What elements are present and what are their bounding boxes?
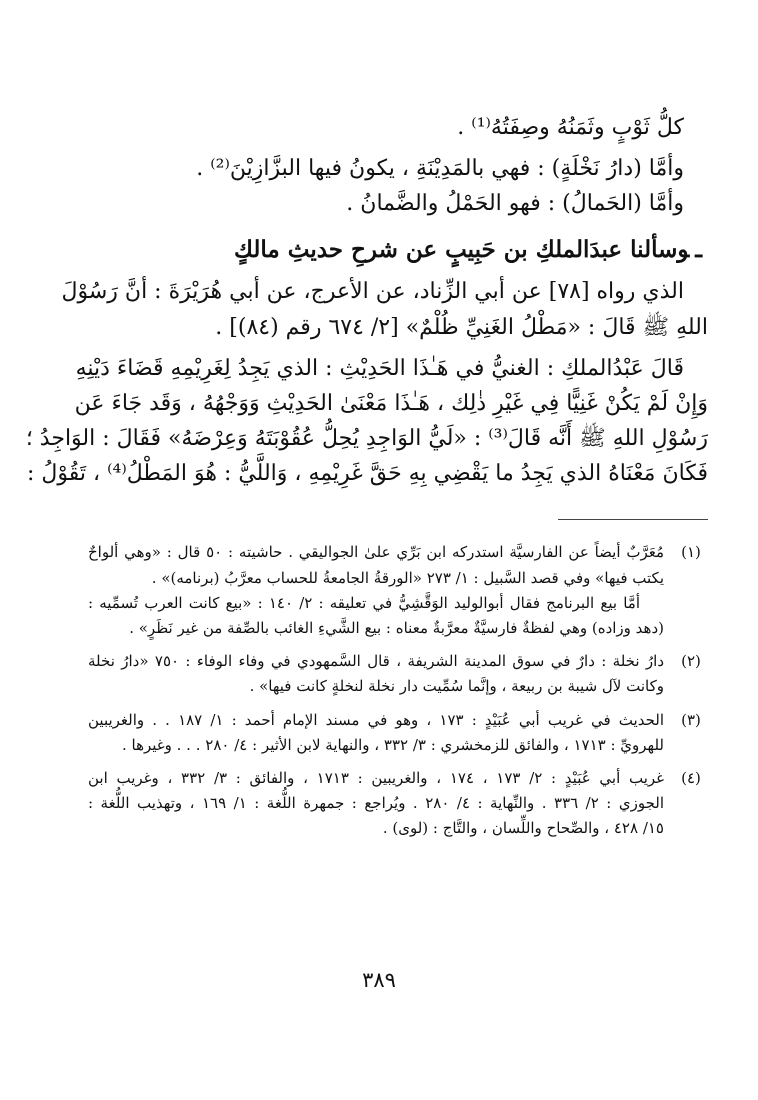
footnote-line: للهرويِّ : ١٧١٣ ، والفائق للزمخشري : ٣/ ٣٣٢ ، والنهاية لابن الأثير : ٤/ ٢٨٠ . . . وغيرها . — [121, 735, 664, 754]
text-line: وَإِنْ لَمْ يَكُنْ غَنِيًّا فِي غَيْرِ ذٰلِك ، هَـٰذَا مَعْنَىٰ الحَدِيْثِ وَوَجْهُهُ ، وَقَد جَاءَ عَن — [74, 390, 708, 416]
footnote-number: (١) — [681, 543, 701, 562]
main-text — [25, 110, 708, 491]
text-line: اللهِ ﷺ قَالَ : «مَطْلُ الغَنِيِّ ظُلْمٌ» [٢/ ٦٧٤ رقم (٨٤)] . — [215, 314, 708, 340]
footnote — [88, 766, 708, 842]
footnote-line: ١٥/ ٤٢٨ ، والصِّحاح واللِّسان ، والتَّاج : (لوى) . — [382, 819, 664, 838]
text-line: رَسُوْلِ اللهِ ﷺ أَنَّه قَالَ⁽³⁾ : «لَيُّ الوَاجِدِ يُحِلُّ عُقُوْبَتَهُ وَعِرْضَهُ» فَقَالَ : الوَاجِدُ ؛ — [25, 426, 708, 452]
footnote-line: (دهد وزاده) وهي لفظةٌ فارسيَّةٌ معرَّبةٌ معناه : بيع الشَّيءِ الغائب بالصِّفة من غير نَظَرٍ» . — [129, 619, 664, 638]
heading-dash: ـ — [695, 235, 702, 263]
text-line: فَكَانَ مَعْنَاهُ الذي يَجِدُ ما يَقْضِي بِهِ حَقَّ غَرِيْمِهِ ، وَاللَّيُّ : هُوَ المَطْلُ⁽⁴⁾ ، تَقُوْلُ : — [27, 461, 708, 487]
footnote-number: (٣) — [681, 710, 701, 729]
footnote-line: غريب أبي عُبَيْدٍ : ٢/ ١٧٣ ، ١٧٤ ، والغريبين : ١٧١٣ ، والفائق : ٣/ ٣٣٢ ، وغريب ابن — [88, 768, 664, 787]
footnote-line: وكانت لآل شيبة بن ربيعة ، وإنَّما سُمِّيت دار نخلة لنخلةٍ كانت فيها» . — [249, 677, 664, 696]
footnote — [88, 649, 708, 699]
footnote-line: مُعَرَّبٌ أيضاً عن الفارسيَّة استدركه ابن بَرِّي علىٰ الجواليقي . حاشيته : ٥٠ قال : «وهي ألواحٌ — [88, 543, 664, 562]
footnote-divider — [558, 519, 708, 520]
footnote-line: أمَّا بيع البرنامج فقال أبوالوليد الوَقَّشِيُّ في تعليقه : ٢/ ١٤٠ : «بيع كانت العرب تُسمِّيه : — [88, 593, 640, 612]
text-line: وأمَّا (الحَمالُ) : فهو الحَمْلُ والضَّمانُ . — [346, 191, 684, 217]
footnote — [88, 540, 708, 641]
text-line: قَالَ عَبْدُالملكِ : الغنيُّ في هَـٰذَا الحَدِيْثِ : الذي يَجِدُ لِغَرِيْمِهِ قَضَاءَ دَيْنِهِ — [75, 355, 684, 381]
footnote-line: يكتب فيها» وفي قصد السَّبيل : ١/ ٢٧٣ «الورقةُ الجامعةُ للحساب معرَّبُ (برنامه)» . — [151, 568, 664, 587]
footnotes — [88, 540, 708, 841]
text-line: كلُّ ثَوْبٍ وثَمَنُهُ وصِفَتُهُ⁽¹⁾ . — [457, 115, 684, 140]
footnote-number: (٢) — [681, 652, 701, 671]
footnote — [88, 708, 708, 758]
text-line: وأمَّا (دارُ نَخْلَةٍ) : فهي بالمَدِيْنَةِ ، يكونُ فيها البزَّازِيْنَ⁽²⁾ . — [196, 156, 684, 182]
text-line: الذي رواه [٧٨] عن أبي الزِّناد، عن الأعرج، عن أبي هُرَيْرَةَ : أنَّ رَسُوْلَ — [61, 279, 684, 305]
footnote-line: الحديث في غريب أبي عُبَيْدٍ : ١٧٣ ، وهو في مسند الإمام أحمد : ١/ ١٨٧ . . والغريبين — [88, 710, 664, 729]
heading-text: وسألنا عبدَالملكِ بن حَبِيبٍ عن شرحِ حديثِ مالكٍ — [234, 235, 690, 263]
footnote-number: (٤) — [681, 768, 701, 787]
page-number: ٣٨٩ — [362, 968, 396, 992]
section-heading — [88, 232, 708, 269]
footnote-line: دارُ نخلة : دارٌ في سوق المدينة الشريفة ، قال السَّمهودي في وفاء الوفاء : ٧٥٠ «دارُ نخلة — [88, 652, 664, 671]
book-page — [25, 110, 708, 850]
footnote-line: الجوزي : ٢/ ٣٣٦ . والنِّهاية : ٤/ ٢٨٠ . ويُراجع : جمهرة اللُّغة : ١/ ١٦٩ ، وتهذيب اللُّغة : — [88, 794, 665, 813]
